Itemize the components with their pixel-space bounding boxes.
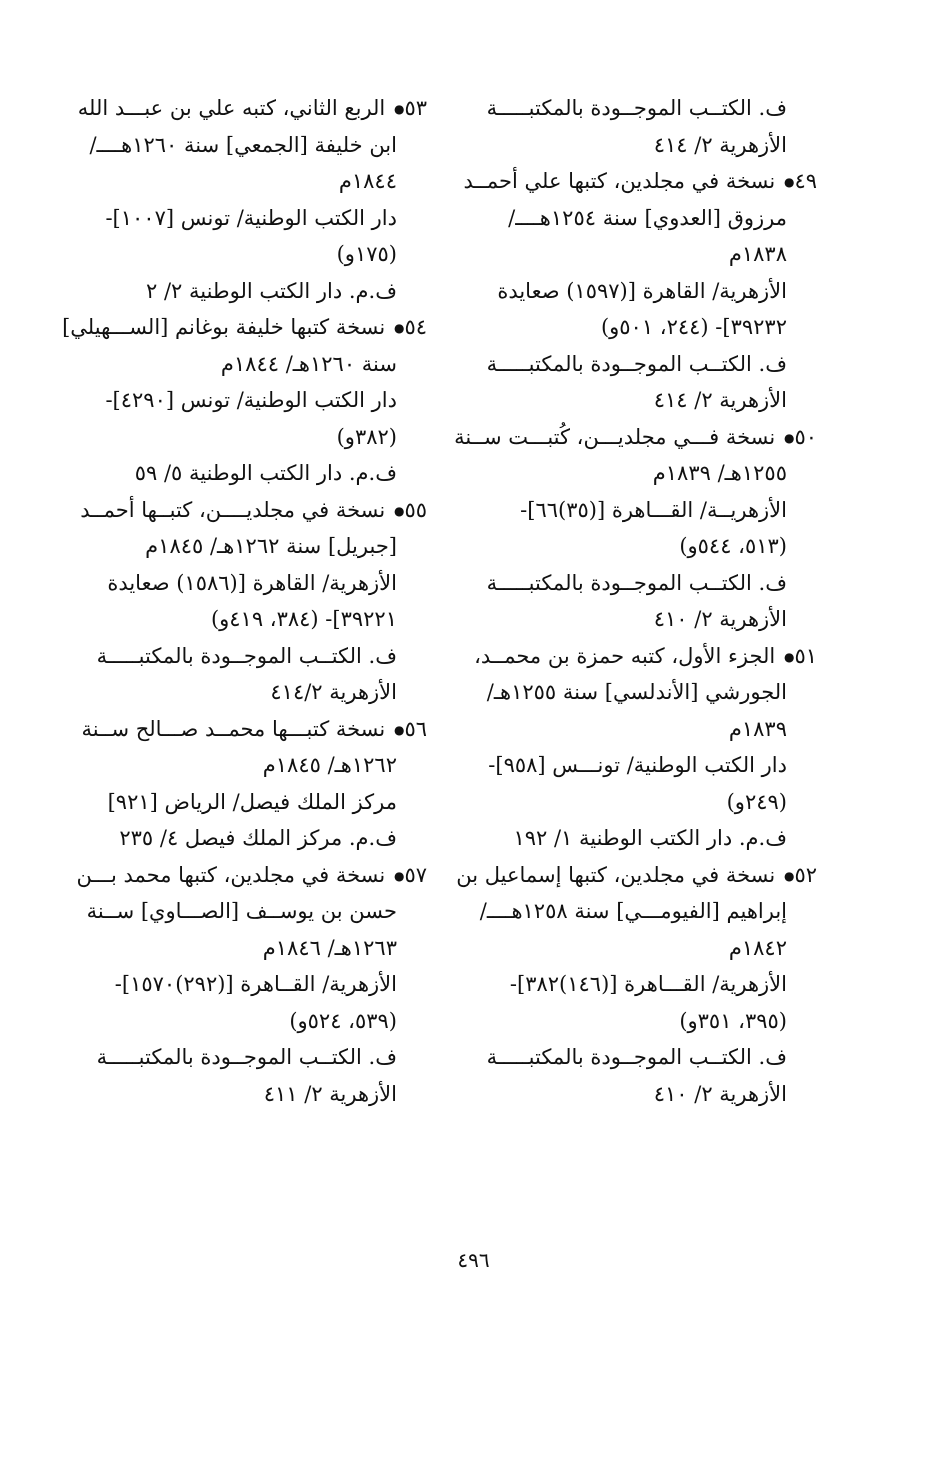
entry-line [467,1039,817,1076]
entry-line [467,273,817,310]
line-text: الأزهرية ٢/ ٤١٤ [653,388,787,412]
line-text: ١٢٦٢هـ/ ١٨٤٥م [262,753,397,777]
line-text: الجزء الأول، كتبه حمزة بن محمــد، [474,643,776,668]
line-text: ف.م. دار الكتب الوطنية ١/ ١٩٢ [513,826,787,850]
entry-line [467,565,817,602]
entry-line [82,236,427,273]
page-number: ٤٩٦ [457,1248,490,1272]
line-text: (٣٨٢و) [336,424,397,449]
line-text: الأزهرية ٤١٤/٢ [270,680,397,704]
entry-line [82,893,427,930]
right-column [454,90,817,1112]
entry-line [82,1003,427,1040]
entry-line [467,528,817,565]
entry-heading-line [463,163,817,200]
entry-line [467,674,817,711]
bullet-icon: ● [783,868,795,883]
entry-line [467,382,817,419]
entry-line [467,1003,817,1040]
entry-number: ٥٣ [404,96,427,120]
line-text: الجورشي [الأندلسي] سنة ١٢٥٥هـ/ [486,680,787,704]
entry-line [467,747,817,784]
entry-heading-line [76,857,427,894]
entry-line [467,492,817,529]
line-text: ف. الكتــب الموجــودة بالمكتبـــــة [96,1045,397,1069]
entry-line [467,966,817,1003]
entry-heading-line [77,90,427,127]
entry-line [467,346,817,383]
line-text: ف.م. دار الكتب الوطنية ٥/ ٥٩ [134,461,397,485]
entry-number: ٥٧ [404,862,427,887]
line-text: الأزهرية ٢/ ٤١٠ [653,607,787,631]
entry-line [82,966,427,1003]
entry-line [82,930,427,967]
line-text: ١٨٣٩م [728,716,787,741]
line-text: ف. الكتــب الموجــودة بالمكتبـــــة [486,96,787,120]
line-text: الأزهرية/ القــاهرة [(٢٩٢)١٥٧٠]- [114,972,397,996]
entry-line [467,893,817,930]
bullet-icon: ● [393,868,405,883]
line-text: الأزهرية ٢/ ٤١٠ [653,1081,787,1106]
line-text: (٥٣٩، ٥٢٤و) [289,1008,397,1033]
line-text: ١٨٣٨م [728,242,787,266]
entry-heading-line [467,638,817,675]
bullet-icon: ● [393,503,405,518]
line-text: ١٨٤٤م [338,169,397,193]
entry-line [82,382,427,419]
entry-line [467,820,817,857]
left-column [62,90,427,1112]
entry-number: ٥٤ [404,315,427,339]
entry-number: ٤٩ [794,169,817,193]
line-text: الربع الثاني، كتبه علي بن عبـــد الله [77,96,386,120]
entry-line [82,127,427,164]
entry-heading-line [82,711,427,748]
line-text: نسخة في مجلدين، كتبها علي أحمــد [463,169,776,193]
line-text: ف. الكتــب الموجــودة بالمكتبـــــة [486,570,787,595]
entry-line [467,455,817,492]
line-text: ف.م. مركز الملك فيصل ٤/ ٢٣٥ [119,826,397,850]
bullet-icon: ● [783,649,795,664]
bullet-icon: ● [393,321,405,336]
entry-line [467,236,817,273]
line-text: الأزهرية/ القاهرة [(١٥٩٧) صعايدة [497,278,787,303]
entry-line [82,784,427,821]
line-text: (٢٤٩و) [726,789,787,814]
entry-line [82,273,427,310]
line-text: ف. الكتــب الموجــودة بالمكتبـــــة [96,643,397,668]
entry-line [82,638,427,675]
entry-number: ٥٥ [404,497,427,522]
line-text: دار الكتب الوطنية/ تونس [١٠٠٧]- [105,205,397,230]
line-text: ف.م. دار الكتب الوطنية ٢/ ٢ [146,278,397,303]
bullet-icon: ● [783,430,795,445]
line-text: نسخة في مجلديــــن، كتبــها أحمــد [80,497,386,522]
entry-line [82,528,427,565]
line-text: ٣٩٢٢١]- (٣٨٤، ٤١٩و) [210,607,397,631]
line-text: مرزوق [العدوي] سنة ١٢٥٤هــــ/ [508,205,787,230]
entry-line [82,747,427,784]
line-text: ١٢٥٥هـ/ ١٨٣٩م [652,461,787,485]
entry-number: ٥٠ [794,424,817,449]
entry-line [467,601,817,638]
line-text: الأزهرية ٢/ ٤١٤ [653,132,787,157]
entry-line [82,419,427,456]
line-text: نسخة في مجلدين، كتبها محمد بـــن [76,862,386,887]
line-text: (٣٩٥، ٣٥١و) [679,1008,787,1033]
entry-line [467,200,817,237]
line-text: نسخة في مجلدين، كتبها إسماعيل بن [456,862,776,887]
entry-line [467,711,817,748]
line-text: نسخة فـــي مجلديـــن، كُتبـــت ســنة [454,424,776,449]
line-text: الأزهرية/ القـــاهرة [(١٤٦)٣٨٢]- [509,972,787,996]
entry-number: ٥٢ [794,862,817,887]
entry-line [82,346,427,383]
entry-number: ٥١ [794,643,817,668]
entry-heading-line [62,309,427,346]
line-text: ١٨٤٢م [728,935,787,960]
line-text: ١٢٦٣هـ/ ١٨٤٦م [262,935,397,960]
line-text: [جبريل] سنة ١٢٦٢هـ/ ١٨٤٥م [145,534,397,558]
entry-line [467,784,817,821]
line-text: نسخة كتبـــها محمــد صـــالح ســنة [81,716,386,741]
entry-heading-line [82,492,427,529]
bullet-icon: ● [783,175,795,190]
entry-line [82,674,427,711]
line-text: مركز الملك فيصل/ الرياض [٩٢١] [107,789,397,814]
line-text: ف. الكتــب الموجــودة بالمكتبـــــة [486,351,787,376]
entry-line [467,1076,817,1113]
line-text: إبراهيم [الفيومـــي] سنة ١٢٥٨هــــ/ [479,899,787,923]
entry-line [467,309,817,346]
line-text: حسن بن يوســف [الصـــاوي] ســنة [86,899,397,923]
line-text: ف. الكتــب الموجــودة بالمكتبـــــة [486,1045,787,1069]
line-text: الأزهريــة/ القـــاهرة [(٣٥)٦٦]- [520,497,787,522]
entry-line [82,163,427,200]
bullet-icon: ● [393,722,405,737]
entry-heading-line [456,857,817,894]
entry-line [467,930,817,967]
line-text: الأزهرية ٢/ ٤١١ [263,1081,397,1106]
bullet-icon: ● [393,102,405,117]
line-text: الأزهرية/ القاهرة [(١٥٨٦) صعايدة [107,570,397,595]
entry-number: ٥٦ [404,716,427,741]
line-text: (٥١٣، ٥٤٤و) [679,534,787,558]
entry-line [82,565,427,602]
line-text: دار الكتب الوطنية/ تونـــس [٩٥٨]- [488,753,787,777]
entry-line [82,200,427,237]
entry-line [82,820,427,857]
line-text: دار الكتب الوطنية/ تونس [٤٢٩٠]- [105,388,397,412]
entry-line [82,455,427,492]
line-text: ابن خليفة [الجمعي] سنة ١٢٦٠هــــ/ [89,132,397,157]
line-text: ٣٩٢٣٢]- (٢٤٤، ٥٠١و) [600,315,787,339]
entry-line [467,90,817,127]
entry-line [82,601,427,638]
line-text: (١٧٥و) [336,242,397,266]
entry-heading-line [454,419,817,456]
entry-line [82,1076,427,1113]
entry-line [82,1039,427,1076]
entry-line [467,127,817,164]
line-text: سنة ١٢٦٠هـ/ ١٨٤٤م [220,351,397,376]
line-text: نسخة كتبها خليفة بوغانم [الســـهيلي] [62,315,386,339]
